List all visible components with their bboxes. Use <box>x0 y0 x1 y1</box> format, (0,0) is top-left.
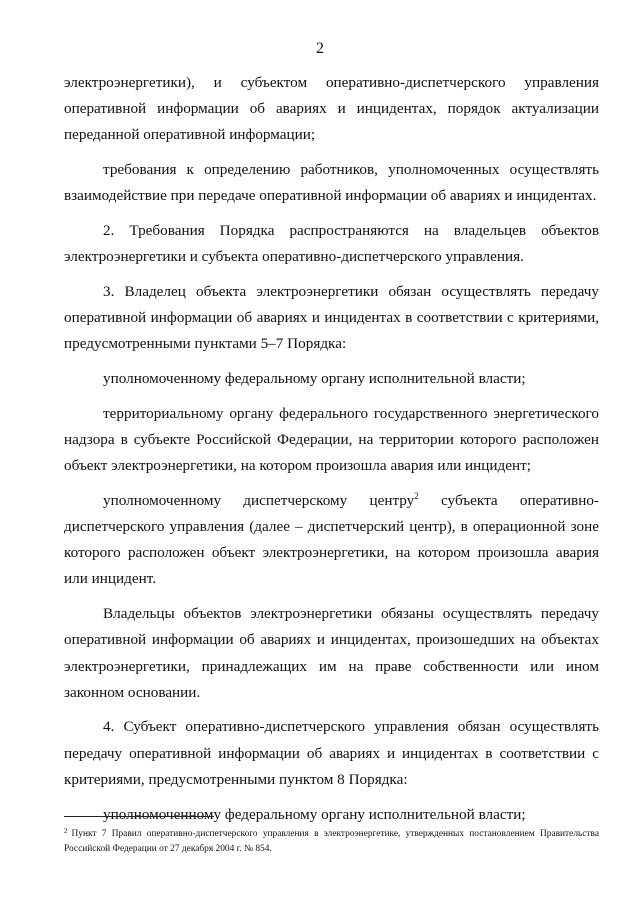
paragraph-2: требования к определению работников, уполномоченных осуществлять взаимодействие при передаче оперативной информации об авариях и инцидентах. <box>64 161 599 205</box>
paragraph-8: Владельцы объектов электроэнергетики обязаны осуществлять передачу оперативной информации об авариях и инцидентах, произошедших на объектах электроэнергетики, принадлежащих им на праве собственности или ином законном основании. <box>64 605 599 701</box>
footnote-mark: 2 <box>64 827 68 835</box>
paragraph-6: территориальному органу федерального государственного энергетического надзора в субъекте Российской Федерации, на территории которого расположен объект электроэнергетики, на котором произошла авария или инцидент; <box>64 404 599 475</box>
paragraph-1: электроэнергетики), и субъектом оперативно-диспетчерского управления оперативной информации об авариях и инцидентах, порядок актуализации переданной оперативной информации; <box>64 74 599 144</box>
footnote-divider <box>64 816 214 817</box>
paragraph-7-text-before: уполномоченному диспетчерскому центру <box>103 491 415 509</box>
paragraph-7-text-after: субъекта оперативно-диспетчерского управления (далее – диспетчерский центр), в операционной зоне которого расположен объект электроэнергетики, на котором произошла авария или инцидент. <box>64 491 599 588</box>
paragraph-10: уполномоченному федеральному органу исполнительной власти; <box>103 805 526 823</box>
paragraph-3: 2. Требования Порядка распространяются на владельцев объектов электроэнергетики и субъекта оперативно-диспетчерского управления. <box>64 222 599 266</box>
paragraph-7 <box>64 488 599 593</box>
footnote-text: Пункт 7 Правил оперативно-диспетчерского управления в электроэнергетике, утвержденных постановлением Правительства Российской Федерации от 27 декабря 2004 г. № 854. <box>64 829 599 854</box>
footnote <box>64 824 599 857</box>
paragraph-9: 4. Субъект оперативно-диспетчерского управления обязан осуществлять передачу оперативной информации об авариях и инцидентах в соответствии с критериями, предусмотренными пунктом 8 Порядка: <box>64 718 599 788</box>
paragraph-5: уполномоченному федеральному органу исполнительной власти; <box>103 370 526 388</box>
paragraph-4: 3. Владелец объекта электроэнергетики обязан осуществлять передачу оперативной информации об авариях и инцидентах в соответствии с критериями, предусмотренными пунктами 5–7 Порядка: <box>64 282 599 353</box>
footnote-reference: 2 <box>414 490 419 501</box>
page-number: 2 <box>316 40 324 57</box>
document-body <box>64 70 599 836</box>
